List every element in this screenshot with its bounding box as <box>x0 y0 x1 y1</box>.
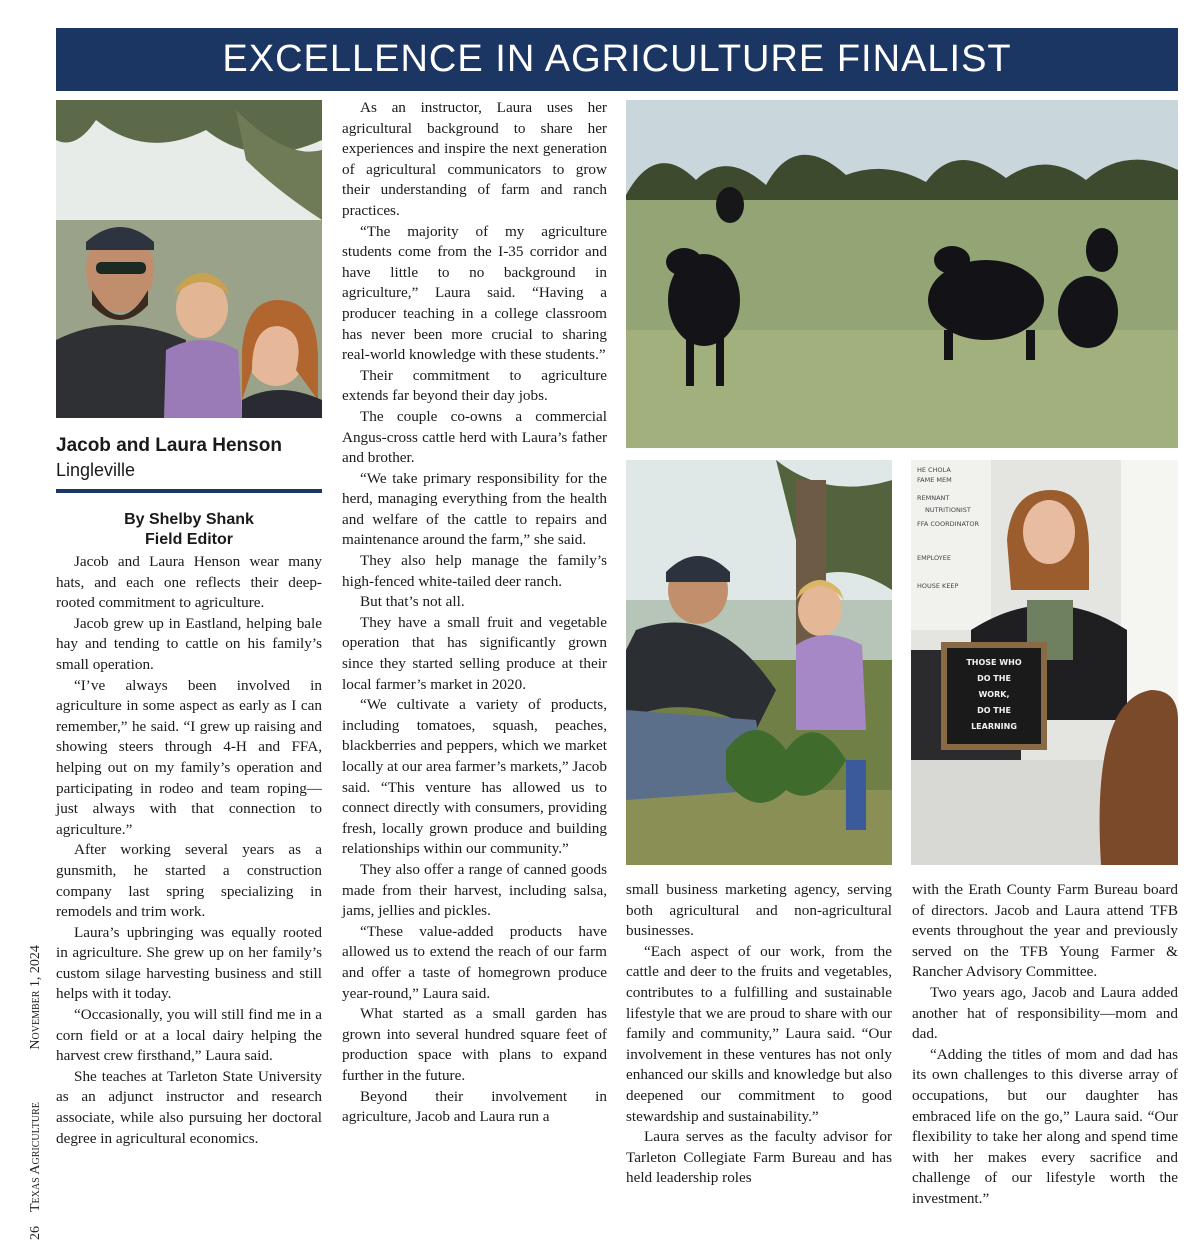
paragraph: She teaches at Tarleton State University as an adjunct instructor and research associate, while also pursuing her doctoral degree in agricultural economics. <box>56 1067 322 1147</box>
whiteboard-text: REMNANT <box>917 494 950 502</box>
paragraph: As an instructor, Laura uses her agricultural background to share her experiences and inspire the next generation of agricultural communicators to grow their understanding of farm and ranch practices. <box>342 99 607 219</box>
paragraph: “These value-added products have allowed us to extend the reach of our farm and offer a taste of homegrown produce year-round,” Laura said. <box>342 922 607 1002</box>
byline-role: Field Editor <box>145 531 233 548</box>
banner-title: EXCELLENCE IN AGRICULTURE FINALIST <box>222 38 1012 80</box>
paragraph: with the Erath County Farm Bureau board of directors. Jacob and Laura attend TFB events throughout the year and previously served on the TFB Young Farmer & Rancher Advisory Committee. <box>912 881 1178 981</box>
whiteboard-text: HOUSE KEEP <box>917 582 959 590</box>
page-number: 26 <box>28 1226 43 1240</box>
whiteboard-text: EMPLOYEE <box>917 554 951 562</box>
letterboard-text: THOSE WHO <box>966 658 1022 667</box>
byline <box>56 510 322 550</box>
paragraph: “I’ve always been involved in agriculture in some aspect as early as I can remember,” he said. “I grew up raising and showing steers through 4-H and FFA, helping out on my family’s operation and participating in rodeo and team roping—just always with that connection to agriculture.” <box>56 676 322 838</box>
paragraph: “We take primary responsibility for the herd, managing everything from the health and welfare of the cattle to repairs and maintenance around the farm,” she said. <box>342 469 607 549</box>
paragraph: Laura serves as the faculty advisor for Tarleton Collegiate Farm Bureau and has held leadership roles <box>626 1128 892 1187</box>
paragraph: Jacob grew up in Eastland, helping bale hay and tending to cattle on his family’s small operation. <box>56 614 322 673</box>
garden-photo <box>626 460 892 865</box>
family-photo <box>56 100 322 418</box>
paragraph: “Each aspect of our work, from the cattle and deer to the fruits and vegetables, contributes to a fulfilling and sustainable lifestyle that we are proud to share with our family and community,” Laura said. “Our involvement in these ventures has not only enhanced our skills and knowledge but also deepened our commitment to good stewardship and sustainability.” <box>626 942 892 1125</box>
whiteboard-text: FAME MEM <box>917 476 952 484</box>
profile-name: Jacob and Laura Henson <box>56 435 282 456</box>
letterboard-text: LEARNING <box>971 722 1017 731</box>
paragraph: They also offer a range of canned goods made from their harvest, including salsa, jams, jellies and pickles. <box>342 860 607 920</box>
paragraph: Jacob and Laura Henson wear many hats, and each one reflects their deep-rooted commitment to agriculture. <box>56 553 322 612</box>
classroom-photo <box>911 460 1178 865</box>
article-column-1 <box>56 552 322 1149</box>
divider-rule <box>56 489 322 493</box>
paragraph: “Adding the titles of mom and dad has its own challenges to this diverse array of occupations, but our daughter has embraced life on the go,” Laura said. “Our flexibility to take her along and spend time with her makes every sacrifice and challenge of our lifestyle worth the investment.” <box>912 1045 1178 1207</box>
paragraph: What started as a small garden has grown into several hundred square feet of production space with plans to expand further in the future. <box>342 1005 607 1084</box>
whiteboard-text: NUTRITIONIST <box>925 506 971 514</box>
section-banner <box>56 28 1178 91</box>
article-column-3 <box>626 880 892 1189</box>
paragraph: “We cultivate a variety of products, including tomatoes, squash, peaches, blackberries and peppers, which we market locally at our area farmer’s markets,” Jacob said. “This venture has allowed us to connect directly with consumers, providing fresh, locally grown produce and building relationships within our community.” <box>342 696 607 858</box>
profile-town: Lingleville <box>56 460 136 480</box>
paragraph: “Occasionally, you will still find me in a corn field or at a local dairy helping the harvest crew firsthand,” Laura said. <box>56 1006 322 1065</box>
letterboard-text: DO THE <box>977 706 1011 715</box>
paragraph: But that’s not all. <box>360 593 465 611</box>
paragraph: Two years ago, Jacob and Laura added another hat of responsibility—mom and dad. <box>912 983 1178 1043</box>
byline-author: By Shelby Shank <box>124 511 254 528</box>
publication-name: Texas Agriculture <box>28 1102 43 1212</box>
issue-date: November 1, 2024 <box>28 945 43 1050</box>
whiteboard-text: FFA COORDINATOR <box>917 520 980 528</box>
letterboard-text: WORK, <box>978 690 1010 699</box>
profile-names <box>56 434 322 482</box>
paragraph: Laura’s upbringing was equally rooted in agriculture. She grew up on her family’s custom silage harvesting business and still helps with it today. <box>56 923 322 1003</box>
cattle-photo <box>626 100 1178 448</box>
page-folio <box>28 945 44 1240</box>
paragraph: Beyond their involvement in agriculture, Jacob and Laura run a <box>342 1087 607 1126</box>
letterboard-text: DO THE <box>977 674 1011 683</box>
paragraph: small business marketing agency, serving both agricultural and non-agricultural businesses. <box>626 881 892 940</box>
article-column-2 <box>342 98 607 1128</box>
paragraph: They have a small fruit and vegetable operation that has significantly grown since they started selling produce at their local farmer’s market in 2020. <box>342 613 607 693</box>
paragraph: The couple co-owns a commercial Angus-cross cattle herd with Laura’s father and brother. <box>342 407 607 467</box>
paragraph: They also help manage the family’s high-fenced white-tailed deer ranch. <box>342 552 607 590</box>
article-column-4 <box>912 880 1178 1210</box>
paragraph: “The majority of my agriculture students come from the I-35 corridor and have little to no background in agriculture,” Laura said. “Having a producer teaching in a college classroom has never been more crucial to sharing real-world knowledge with these students.” <box>342 222 607 364</box>
paragraph: Their commitment to agriculture extends far beyond their day jobs. <box>342 366 607 405</box>
whiteboard-text: HE CHOLA <box>917 466 951 474</box>
paragraph: After working several years as a gunsmith, he started a construction company last spring specializing in remodels and trim work. <box>56 841 322 921</box>
